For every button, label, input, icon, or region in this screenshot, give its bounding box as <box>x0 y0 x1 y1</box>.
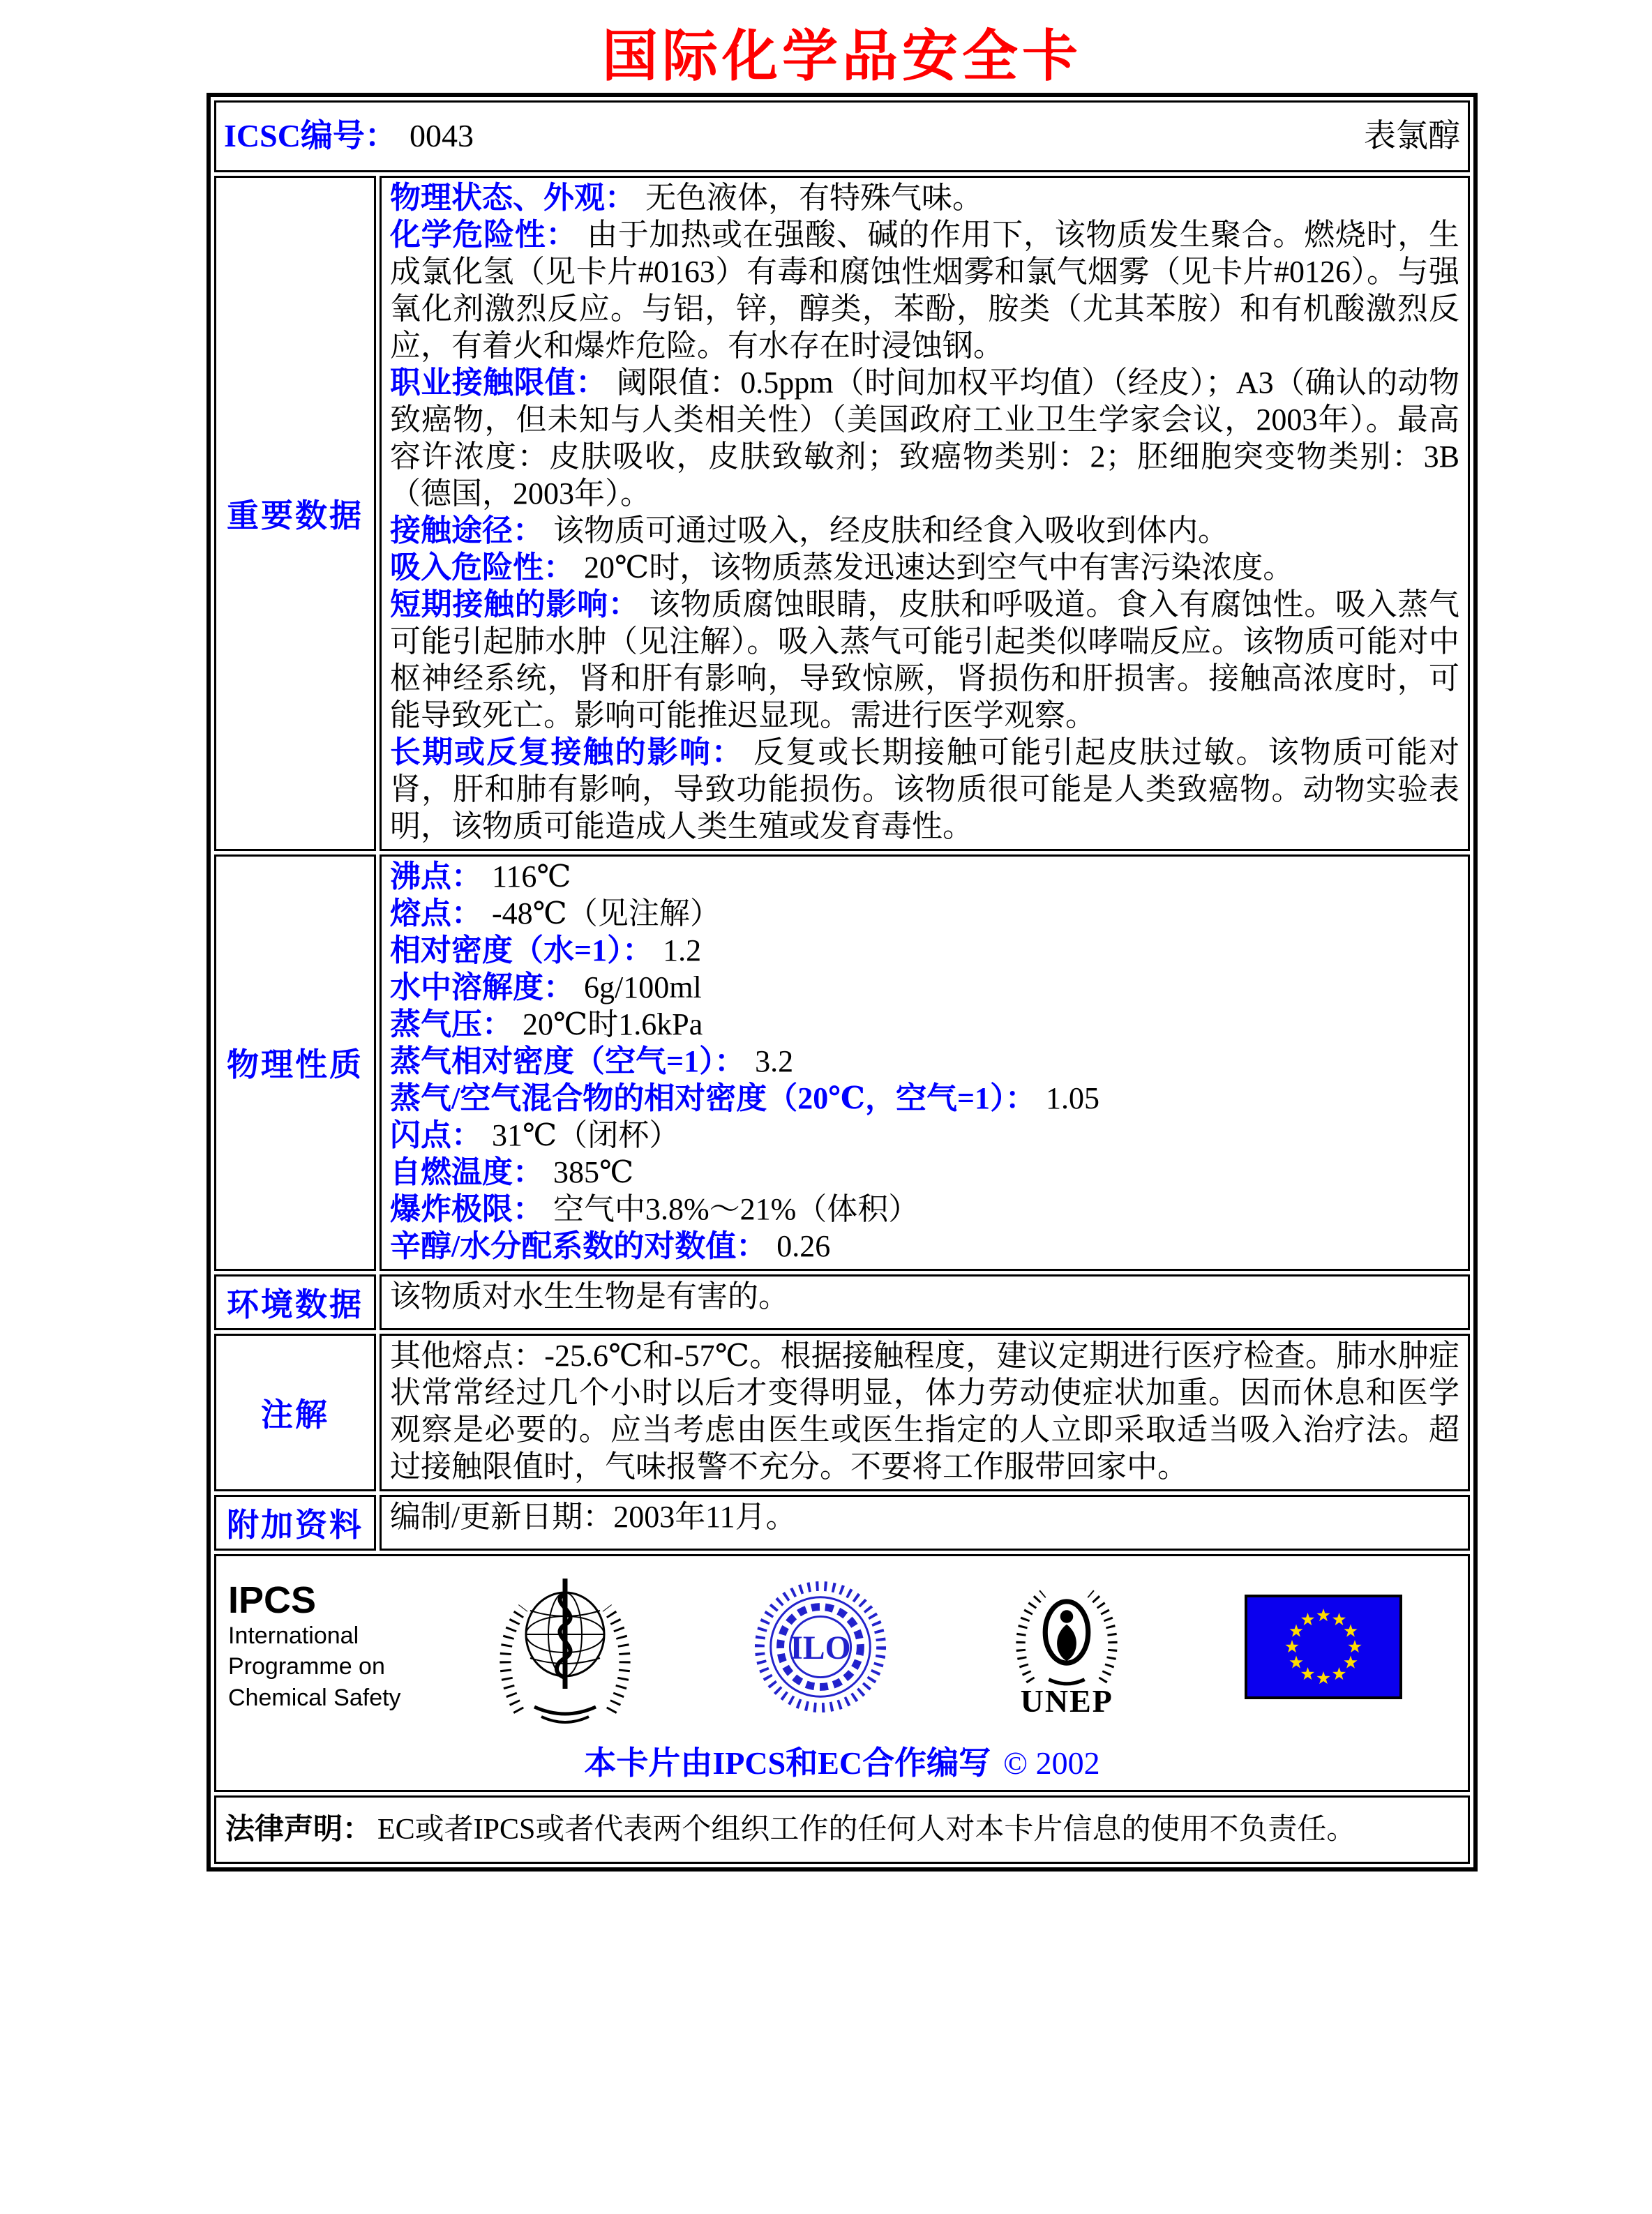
eu-flag-icon <box>1245 1595 1402 1699</box>
important-data-row <box>214 176 1470 851</box>
physical-properties-row <box>214 854 1470 1271</box>
legal-text: EC或者IPCS或者代表两个组织工作的任何人对本卡片信息的使用不负责任。 <box>377 1813 1356 1846</box>
property-value: 20℃时1.6kPa <box>523 1007 703 1041</box>
property-line <box>390 1228 1459 1265</box>
property-value: 3.2 <box>755 1044 794 1078</box>
field-text: 阈限值：0.5ppm（时间加权平均值）（经皮）；A3（确认的动物致癌物，但未知与人类相关性）（美国政府工业卫生学家会议，2003年）。最高容许浓度：皮肤吸收，皮肤致敏剂；致癌物类别：2；胚细胞突变物类别：3B（德国，2003年）。 <box>390 365 1460 511</box>
property-line <box>390 1117 1459 1154</box>
property-value: 31℃（闭杯） <box>492 1117 680 1152</box>
row-label-environmental-data: 环境数据 <box>214 1274 376 1330</box>
ipcs-subtitle-line: Chemical Safety <box>228 1684 401 1711</box>
ilo-logo <box>751 1576 889 1719</box>
field-text: 由于加热或在强酸、碱的作用下，该物质发生聚合。燃烧时，生成氯化氢（见卡片#0163）有毒和腐蚀性烟雾和氯气烟雾（见卡片#0126）。与强氧化剂激烈反应。与铝，锌，醇类，苯酚，胺类（尤其苯胺）和有机酸激烈反应，有着火和爆炸危险。有水存在时浸蚀钢。 <box>390 217 1460 363</box>
field-text: 该物质可通过吸入，经皮肤和经食入吸收到体内。 <box>553 513 1229 548</box>
property-line <box>390 858 1459 895</box>
icsc-number-value: 0043 <box>409 118 474 153</box>
property-label: 闪点： <box>390 1117 482 1152</box>
field-text: 无色液体，有特殊气味。 <box>645 180 983 215</box>
data-paragraph <box>390 179 1459 216</box>
notes-row <box>214 1334 1470 1491</box>
footer-caption-text: 本卡片由IPCS和EC合作编写 <box>584 1745 991 1781</box>
field-label: 短期接触的影响： <box>390 587 640 622</box>
data-paragraph <box>390 216 1459 364</box>
property-value: 0.26 <box>776 1228 831 1263</box>
property-value: 6g/100ml <box>584 970 702 1004</box>
eu-flag <box>1245 1595 1402 1699</box>
environmental-data-row <box>214 1274 1470 1330</box>
logos-row <box>214 1554 1470 1792</box>
field-text: 该物质腐蚀眼睛，皮肤和呼吸道。食入有腐蚀性。吸入蒸气可能引起肺水肿（见注解）。吸入蒸气可能引起类似哮喘反应。该物质可能对中枢神经系统，肾和肝有影响，导致惊厥，肾损伤和肝损害。接触高浓度时，可能导致死亡。影响可能推迟显现。需进行医学观察。 <box>390 587 1459 732</box>
who-logo <box>495 1569 635 1724</box>
data-paragraph <box>390 512 1459 549</box>
ipcs-logo-text <box>224 1581 437 1712</box>
org-logos <box>437 1569 1460 1724</box>
property-label: 爆炸极限： <box>390 1191 543 1226</box>
page-title: 国际化学品安全卡 <box>602 27 1082 88</box>
legal-row <box>214 1795 1470 1865</box>
ipcs-subtitle-line: International <box>228 1622 359 1650</box>
row-label-additional-info: 附加资料 <box>214 1495 376 1551</box>
ilo-word: ILO <box>790 1629 851 1666</box>
property-line <box>390 969 1459 1006</box>
logos-cell <box>214 1554 1470 1792</box>
property-label: 相对密度（水=1）： <box>390 933 654 967</box>
property-label: 蒸气相对密度（空气=1）： <box>390 1044 746 1078</box>
unep-logo <box>1005 1575 1128 1719</box>
property-value: 空气中3.8%～21%（体积） <box>553 1191 919 1226</box>
field-label: 长期或反复接触的影响： <box>390 735 744 769</box>
property-line <box>390 1006 1459 1043</box>
property-line <box>390 1043 1459 1080</box>
row-label-important-data: 重要数据 <box>214 176 376 851</box>
footer-caption <box>224 1738 1460 1784</box>
ilo-logo-icon <box>751 1576 889 1719</box>
field-text: 反复或长期接触可能引起皮肤过敏。该物质可能对肾，肝和肺有影响，导致功能损伤。该物质很可能是人类致癌物。动物实验表明，该物质可能造成人类生殖或发育毒性。 <box>390 735 1459 843</box>
who-logo-icon <box>495 1569 635 1724</box>
footer-copyright: © 2002 <box>1003 1745 1100 1781</box>
property-value: -48℃（见注解） <box>492 896 721 931</box>
icsc-card-table <box>206 93 1478 1872</box>
ipcs-subtitle <box>228 1620 437 1713</box>
field-label: 化学危险性： <box>390 217 578 252</box>
property-label: 沸点： <box>390 859 482 894</box>
environmental-data-content <box>380 1274 1470 1330</box>
important-data-content <box>380 176 1470 851</box>
property-label: 蒸气/空气混合物的相对密度（20℃，空气=1）： <box>390 1080 1037 1115</box>
notes-content <box>380 1334 1470 1491</box>
property-line <box>390 932 1459 969</box>
property-label: 水中溶解度： <box>390 970 574 1004</box>
field-label: 物理状态、外观： <box>390 180 636 215</box>
property-line <box>390 1080 1459 1117</box>
row-label-physical-properties: 物理性质 <box>214 854 376 1271</box>
property-value: 385℃ <box>553 1154 634 1189</box>
additional-info-text: 编制/更新日期：2003年11月。 <box>390 1499 797 1534</box>
icsc-number-group <box>224 119 474 154</box>
field-label: 接触途径： <box>390 513 543 548</box>
data-paragraph <box>390 549 1459 586</box>
card-header-row <box>214 100 1470 172</box>
property-line <box>390 1191 1459 1228</box>
field-label: 吸入危险性： <box>390 550 574 585</box>
additional-info-content <box>380 1495 1470 1551</box>
property-line <box>390 1154 1459 1191</box>
property-label: 蒸气压： <box>390 1007 513 1041</box>
environmental-data-text: 该物质对水生生物是有害的。 <box>390 1279 789 1313</box>
property-value: 1.05 <box>1046 1080 1100 1115</box>
physical-properties-content <box>380 854 1470 1271</box>
card-header-cell <box>214 100 1470 172</box>
legal-cell <box>214 1795 1470 1865</box>
field-text: 20℃时，该物质蒸发迅速达到空气中有害污染浓度。 <box>584 550 1294 585</box>
ipcs-acronym: IPCS <box>228 1579 317 1622</box>
property-label: 自燃温度： <box>390 1154 543 1189</box>
chemical-name: 表氯醇 <box>1364 118 1460 153</box>
additional-info-row <box>214 1495 1470 1551</box>
data-paragraph <box>390 734 1459 845</box>
property-line <box>390 895 1459 932</box>
property-value: 116℃ <box>492 859 571 894</box>
unep-logo-icon <box>1005 1575 1128 1688</box>
data-paragraph <box>390 364 1459 512</box>
field-label: 职业接触限值： <box>390 365 607 400</box>
legal-label: 法律声明： <box>225 1813 373 1846</box>
row-label-notes: 注解 <box>214 1334 376 1491</box>
property-value: 1.2 <box>663 933 702 967</box>
property-label: 熔点： <box>390 896 482 931</box>
icsc-number-label: ICSC编号： <box>224 118 397 153</box>
property-label: 辛醇/水分配系数的对数值： <box>390 1228 767 1263</box>
ipcs-subtitle-line: Programme on <box>228 1653 385 1680</box>
notes-text: 其他熔点：-25.6℃和-57℃。根据接触程度，建议定期进行医疗检查。肺水肿症状常常经过几个小时以后才变得明显，体力劳动使症状加重。因而休息和医学观察是必要的。应当考虑由医生或医生指定的人立即采取适当吸入治疗法。超过接触限值时，气味报警不充分。不要将工作服带回家中。 <box>390 1338 1459 1484</box>
data-paragraph <box>390 586 1459 734</box>
unep-word: UNEP <box>1020 1682 1113 1719</box>
